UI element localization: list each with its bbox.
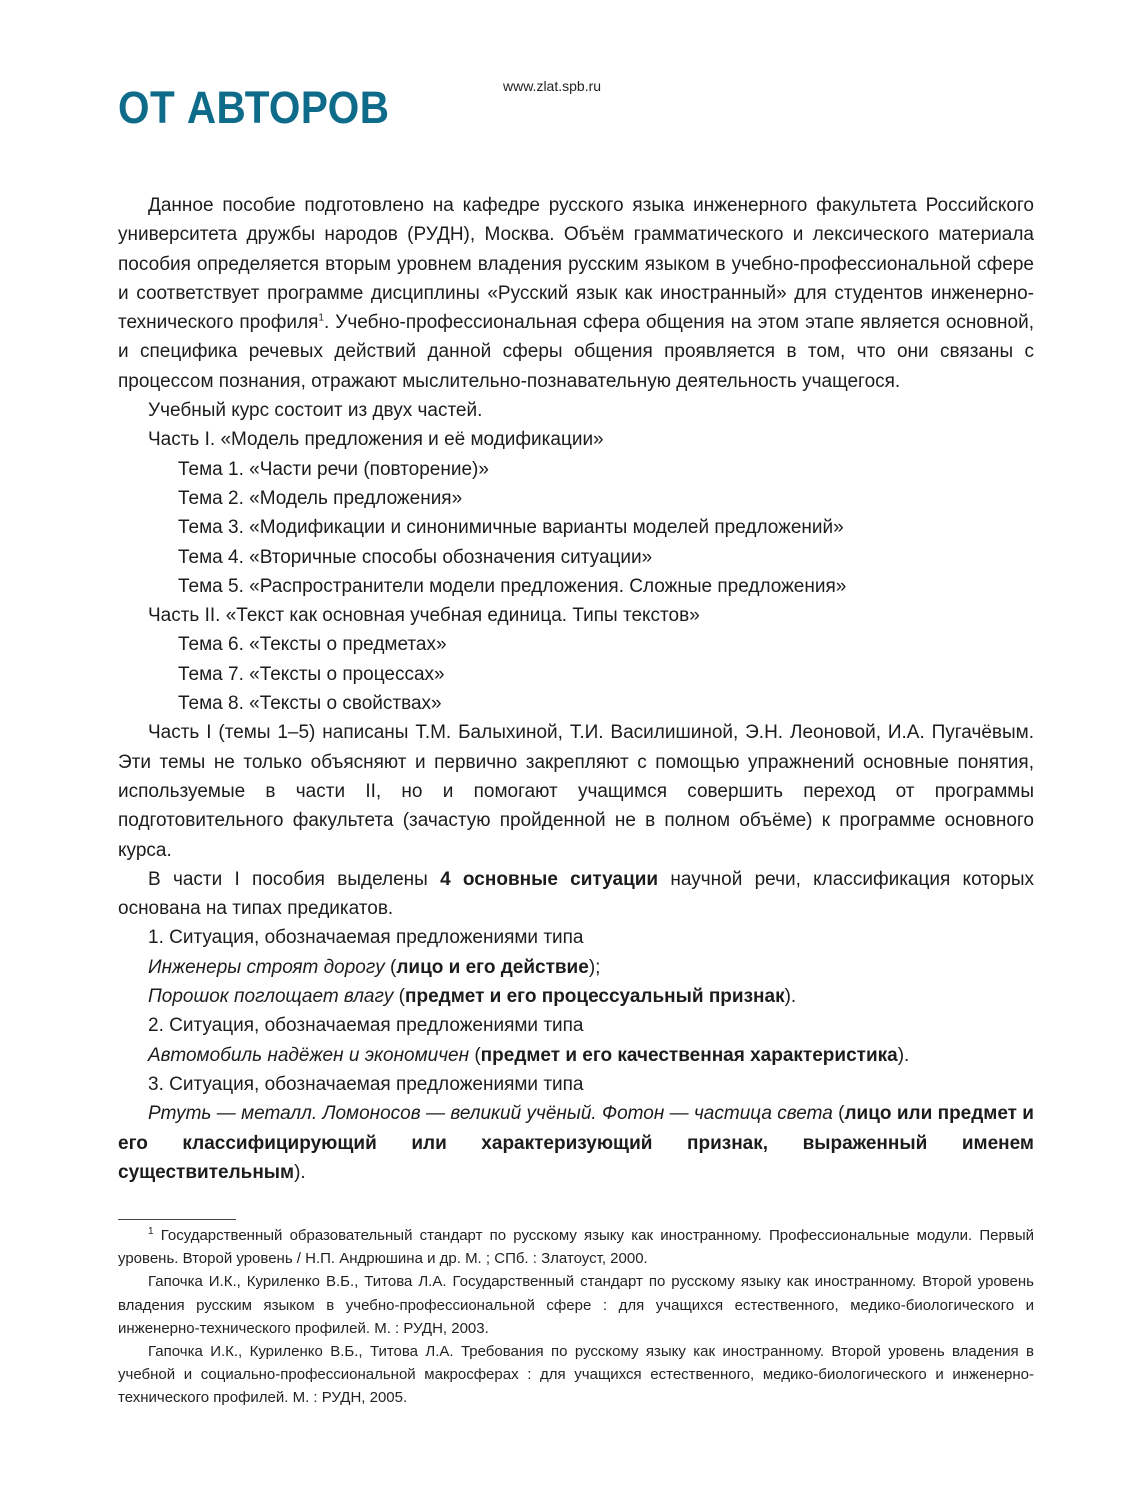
bold-span: 4 основные ситуации (440, 868, 659, 890)
topic-item: Тема 4. «Вторичные способы обозначения ситуации» (178, 546, 653, 568)
situations-intro (118, 865, 1034, 924)
situation-example (118, 1041, 1034, 1070)
example-sentence: Автомобиль надёжен и экономичен (148, 1044, 470, 1066)
authors-paragraph: Часть I (темы 1–5) написаны Т.М. Балыхиной, Т.И. Василишиной, Э.Н. Леоновой, И.А. Пугачёвым. Эти темы не только объясняют и первично закрепляют с помощью упражнений основные понятия, используемые в части II, но и помогают учащимся совершить переход от программы подготовительного факультета (зачастую пройденной не в полном объёме) к программе основного курса. (118, 722, 1034, 861)
footnote-text: Государственный образовательный стандарт по русскому языку как иностранному. Профессиональные модули. Первый уровень. Второй уровень / Н.П. Андрюшина и др. М. ; СПб. : Златоуст, 2000. (118, 1227, 1034, 1268)
topic-item: Тема 1. «Части речи (повторение)» (178, 458, 489, 480)
topic-item: Тема 5. «Распространители модели предложения. Сложные предложения» (178, 575, 847, 597)
topic-item: Тема 6. «Тексты о предметах» (178, 634, 447, 656)
situation-example (118, 982, 1034, 1011)
footnotes (118, 1224, 1034, 1410)
topic-item: Тема 8. «Тексты о свойствах» (178, 693, 442, 715)
situation-heading: 3. Ситуация, обозначаемая предложениями типа (148, 1073, 584, 1095)
situation-heading: 1. Ситуация, обозначаемая предложениями типа (148, 927, 584, 949)
paren: ). (784, 986, 797, 1008)
footnote-ref[interactable]: 1 (318, 312, 324, 324)
part-2-heading: Часть II. «Текст как основная учебная единица. Типы текстов» (148, 605, 700, 627)
main-text (118, 191, 1034, 1187)
paren: ( (469, 1044, 481, 1066)
footnote-item: Гапочка И.К., Куриленко В.Б., Титова Л.А. Государственный стандарт по русскому языку как иностранному. Второй уровень владения русским языком в учебно-профессиональной сфере : для учащихся естественного, медико-биологического и инженерно-технического профилей. М. : РУДН, 2003. (118, 1273, 1034, 1337)
paren: ( (393, 986, 405, 1008)
example-meaning: предмет и его качественная характеристика (480, 1044, 898, 1066)
footnote-mark: 1 (148, 1226, 154, 1237)
footnote-divider (118, 1219, 236, 1220)
footnote-item: Гапочка И.К., Куриленко В.Б., Титова Л.А. Требования по русскому языку как иностранному. Второй уровень владения в учебной и социально-профессиональной макросферах : для учащихся естественного, медико-биологического и инженерно-технического профилей. М. : РУДН, 2005. (118, 1343, 1034, 1407)
text-span: В части I пособия выделены (148, 868, 441, 890)
topic-item: Тема 3. «Модификации и синонимичные варианты моделей предложений» (178, 517, 844, 539)
situation-heading: 2. Ситуация, обозначаемая предложениями типа (148, 1015, 584, 1037)
example-sentence: Ртуть — металл. Ломоносов — великий учёный. Фотон — частица света (148, 1103, 833, 1125)
intro-text: Данное пособие подготовлено на кафедре русского языка инженерного факультета Российского университета дружбы народов (РУДН), Москва. Объём грамматического и лексического материала пособия определяется вторым уровнем владения русским языком в учебно-профессиональной сфере и соответствует программе дисциплины «Русский язык как иностранный» для студентов инженерно-технического профиля (118, 195, 1034, 334)
course-structure-paragraph: Учебный курс состоит из двух частей. (148, 400, 483, 422)
footnote-item (118, 1224, 1034, 1270)
situation-example (118, 953, 1034, 982)
paren: ( (832, 1103, 845, 1125)
topic-item: Тема 7. «Тексты о процессах» (178, 663, 445, 685)
example-meaning: лицо или предмет и его классифицирующий или характеризующий признак, выраженный именем существительным (118, 1103, 1034, 1183)
page-title: ОТ АВТОРОВ (118, 82, 390, 133)
situation-example (118, 1099, 1034, 1187)
intro-text-tail: . Учебно-профессиональная сфера общения на этом этапе является основной, и специфика речевых действий данной сферы общения проявляется в том, что они связаны с процессом познания, отражают мыслительно-познавательную деятельность учащегося. (118, 312, 1034, 392)
example-meaning: лицо и его действие (396, 956, 589, 978)
topic-item: Тема 2. «Модель предложения» (178, 487, 463, 509)
paren: ). (294, 1161, 306, 1183)
paren: ); (588, 956, 601, 978)
source-url[interactable]: www.zlat.spb.ru (503, 78, 602, 94)
part-1-heading: Часть I. «Модель предложения и её модификации» (148, 429, 604, 451)
paren: ( (384, 956, 397, 978)
example-sentence: Порошок поглощает влагу (148, 986, 394, 1008)
intro-paragraph (118, 191, 1034, 396)
example-sentence: Инженеры строят дорогу (148, 956, 385, 978)
paren: ). (897, 1044, 910, 1066)
example-meaning: предмет и его процессуальный признак (404, 986, 785, 1008)
text-span: научной речи, классификация которых основана на типах предикатов. (118, 868, 1035, 920)
